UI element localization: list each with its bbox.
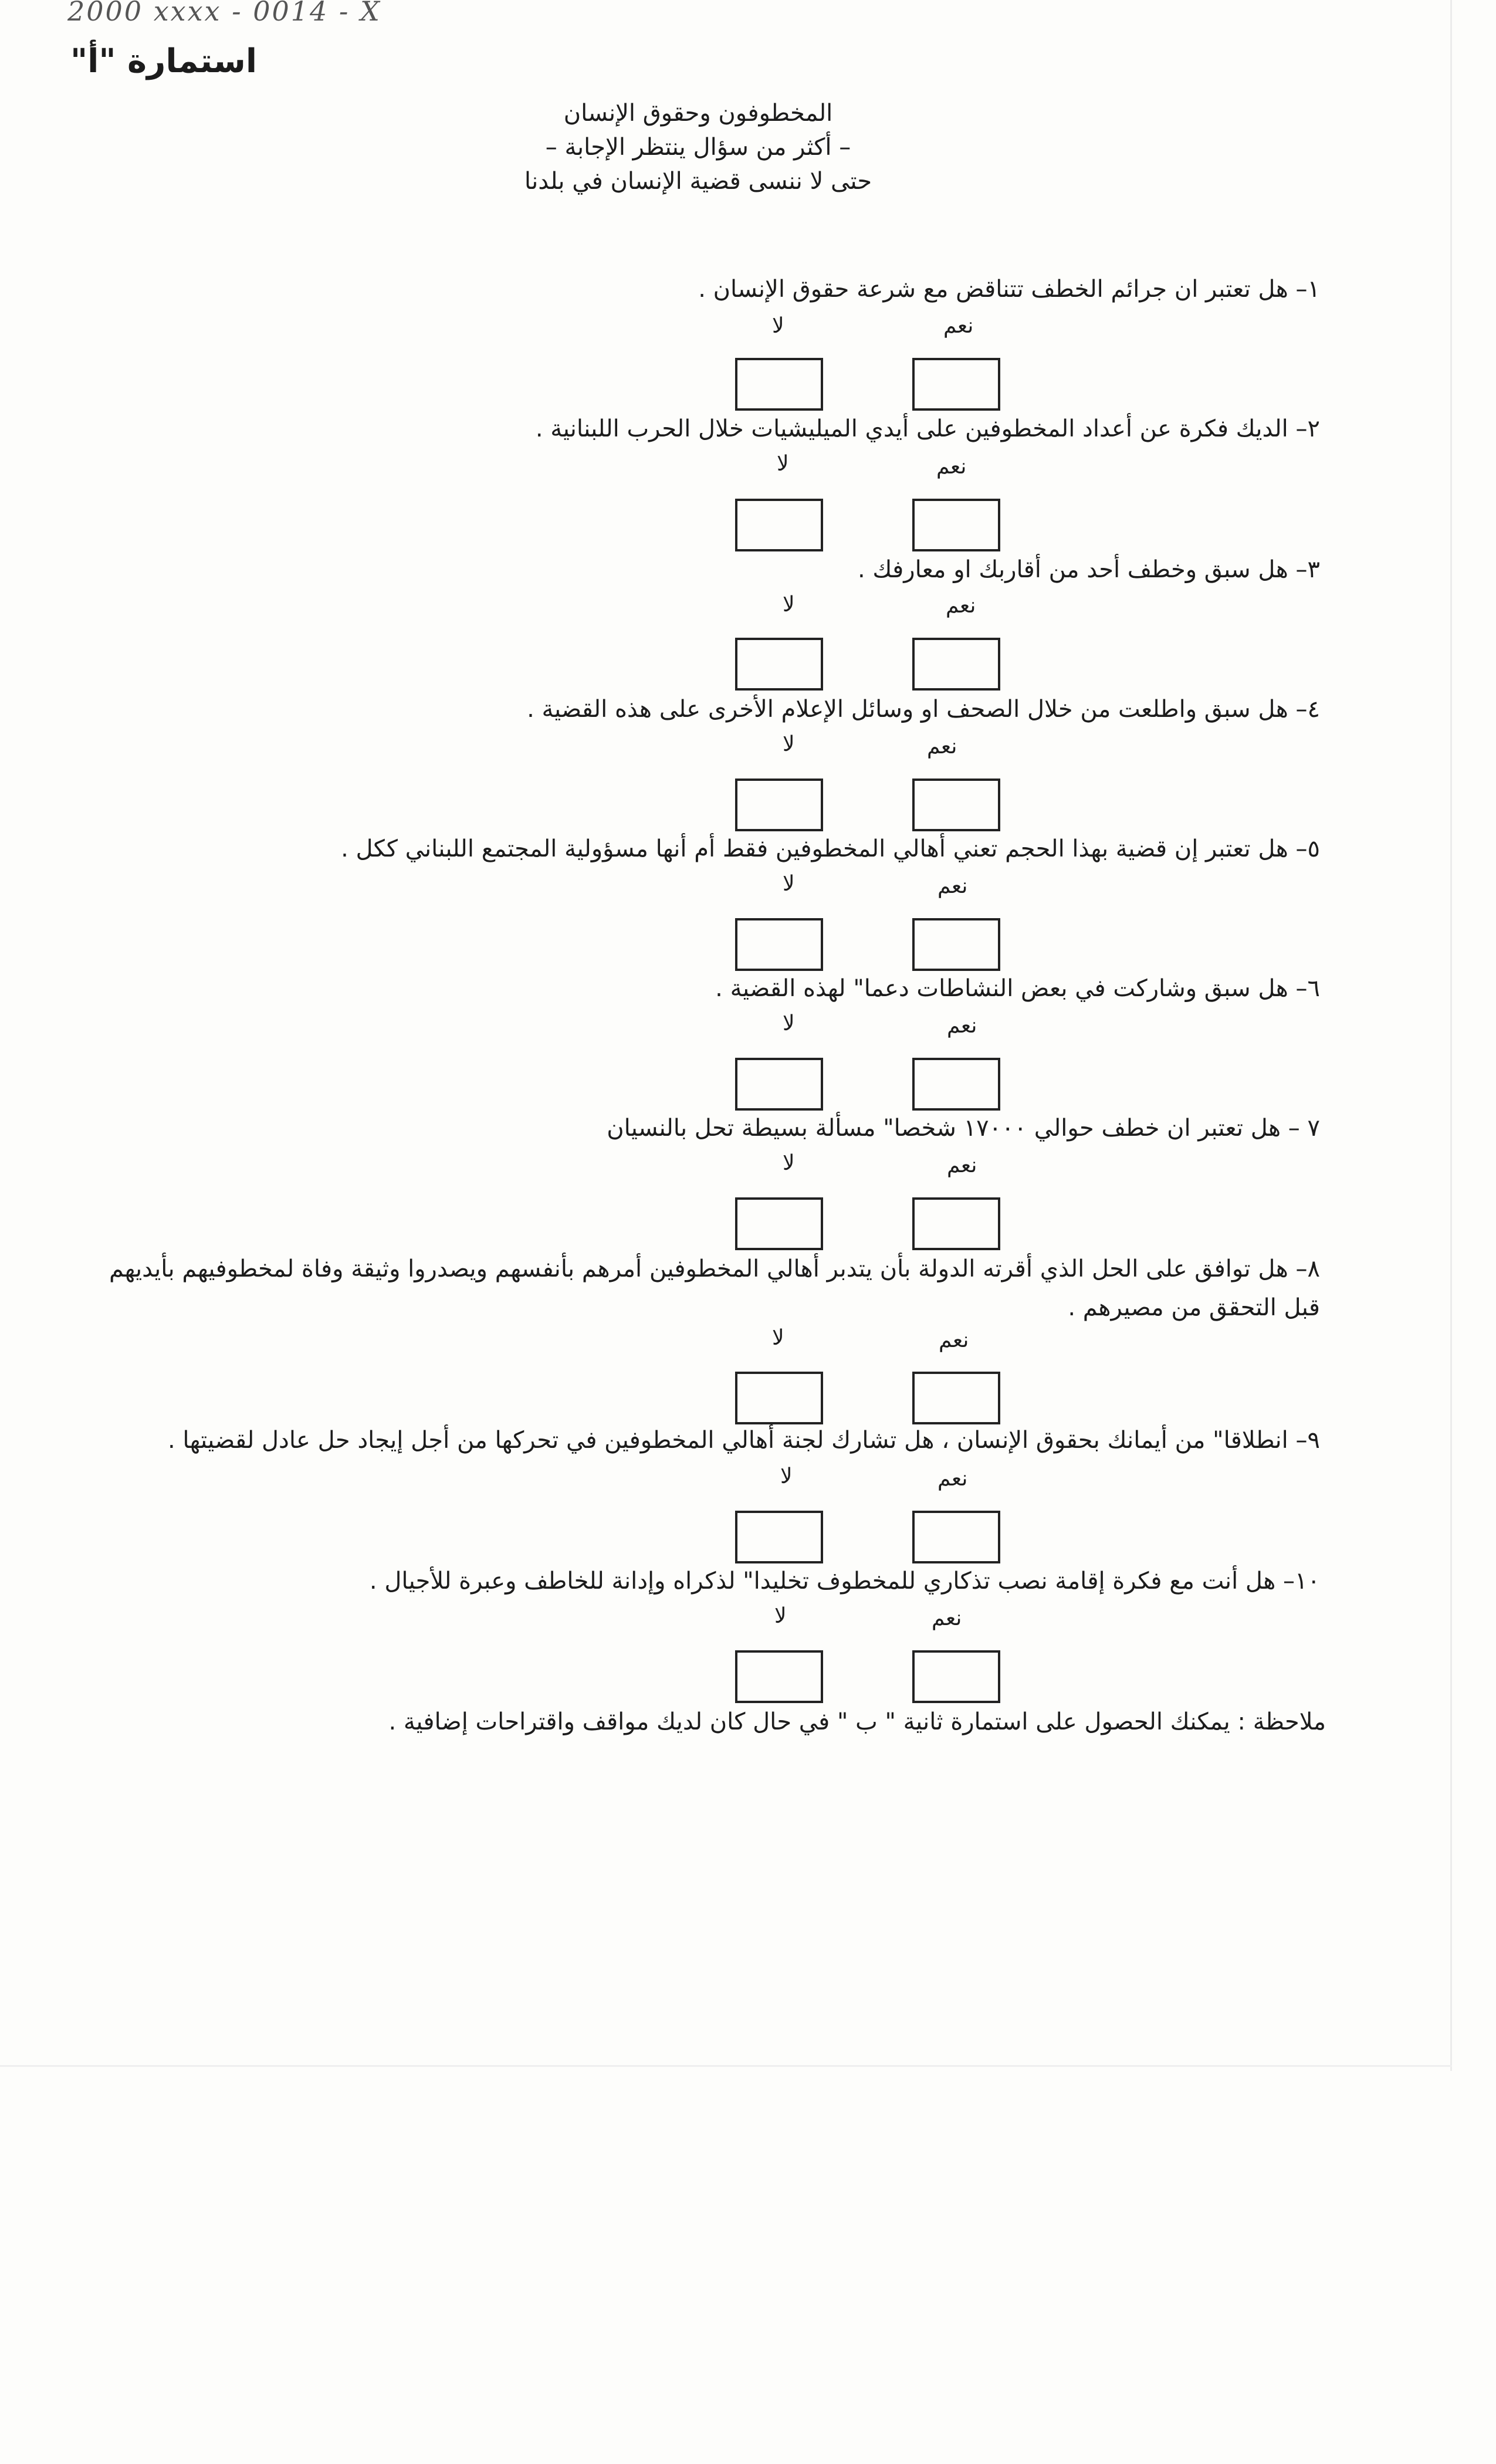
question-3: ٣– هل سبق وخطف أحد من أقاربك او معارفك . [857, 556, 1320, 583]
answer-label-yes: نعم [939, 1328, 969, 1352]
answer-label-no: لا [783, 1011, 795, 1035]
scan-bottom-edge [0, 2065, 1452, 2067]
answer-label-no: لا [777, 452, 789, 476]
checkbox-yes-q5[interactable] [912, 918, 1000, 971]
question-2: ٢– الديك فكرة عن أعداد المخطوفين على أيدي الميليشيات خلال الحرب اللبنانية . [535, 415, 1320, 442]
header-subtitle: – أكثر من سؤال ينتظر الإجابة – [545, 134, 851, 161]
checkbox-yes-q10[interactable] [912, 1650, 1000, 1703]
checkbox-no-q4[interactable] [735, 779, 823, 831]
question-4: ٤– هل سبق واطلعت من خلال الصحف او وسائل الإعلام الأخرى على هذه القضية . [527, 696, 1320, 723]
answer-label-no: لا [780, 1464, 793, 1488]
checkbox-yes-q6[interactable] [912, 1058, 1000, 1111]
answer-label-no: لا [774, 1604, 787, 1628]
answer-label-yes: نعم [936, 455, 967, 479]
checkbox-no-q8[interactable] [735, 1372, 823, 1424]
answer-label-yes: نعم [947, 1014, 977, 1038]
question-9: ٩– انطلاقا" من أيمانك بحقوق الإنسان ، هل تشارك لجنة أهالي المخطوفين في تحركها من أجل إيجاد حل عادل لقضيتها . [167, 1427, 1320, 1454]
question-6: ٦– هل سبق وشاركت في بعض النشاطات دعما" لهذه القضية . [715, 975, 1320, 1002]
checkbox-no-q9[interactable] [735, 1511, 823, 1563]
question-8: ٨– هل توافق على الحل الذي أقرته الدولة بأن يتدبر أهالي المخطوفين أمرهم بأنفسهم ويصدروا وثيقة وفاة لمخطوفيهم بأيديهم قبل التحقق من مصيرهم . [109, 1255, 1320, 1321]
checkbox-yes-q8[interactable] [912, 1372, 1000, 1424]
form-label: استمارة "أ" [70, 42, 258, 80]
answer-label-yes: نعم [947, 1153, 977, 1177]
checkbox-no-q1[interactable] [735, 358, 823, 411]
checkbox-no-q2[interactable] [735, 499, 823, 551]
footnote: ملاحظة : يمكنك الحصول على استمارة ثانية " ب " في حال كان لديك مواقف واقتراحات إضافية . [388, 1708, 1326, 1735]
checkbox-yes-q4[interactable] [912, 779, 1000, 831]
checkbox-yes-q3[interactable] [912, 638, 1000, 691]
answer-label-yes: نعم [946, 594, 976, 618]
checkbox-yes-q7[interactable] [912, 1197, 1000, 1250]
checkbox-no-q6[interactable] [735, 1058, 823, 1111]
checkbox-no-q10[interactable] [735, 1650, 823, 1703]
answer-label-yes: نعم [927, 735, 957, 759]
handwritten-reference: 2000 xxxx - 0014 - X [67, 0, 381, 27]
answer-label-yes: نعم [943, 314, 974, 338]
checkbox-yes-q2[interactable] [912, 499, 1000, 551]
checkbox-no-q3[interactable] [735, 638, 823, 691]
answer-label-yes: نعم [937, 874, 968, 898]
header-tagline: حتى لا ننسى قضية الإنسان في بلدنا [524, 168, 872, 195]
checkbox-yes-q9[interactable] [912, 1511, 1000, 1563]
checkbox-no-q5[interactable] [735, 918, 823, 971]
header-title: المخطوفون وحقوق الإنسان [563, 100, 833, 127]
answer-label-no: لا [772, 1326, 784, 1350]
question-1: ١– هل تعتبر ان جرائم الخطف تتناقض مع شرعة حقوق الإنسان . [698, 276, 1320, 303]
scan-edge [1450, 0, 1452, 2071]
question-10: ١٠– هل أنت مع فكرة إقامة نصب تذكاري للمخطوف تخليدا" لذكراه وإدانة للخاطف وعبرة للأجيال . [369, 1568, 1320, 1595]
answer-label-yes: نعم [932, 1606, 962, 1630]
answer-label-yes: نعم [937, 1467, 968, 1491]
answer-label-no: لا [783, 872, 795, 896]
answer-label-no: لا [772, 314, 784, 338]
answer-label-no: لا [783, 593, 795, 617]
answer-label-no: لا [783, 1151, 795, 1175]
checkbox-yes-q1[interactable] [912, 358, 1000, 411]
question-5: ٥– هل تعتبر إن قضية بهذا الحجم تعني أهالي المخطوفين فقط أم أنها مسؤولية المجتمع اللبناني ككل . [341, 835, 1320, 862]
checkbox-no-q7[interactable] [735, 1197, 823, 1250]
answer-label-no: لا [783, 732, 795, 756]
question-7: ٧ – هل تعتبر ان خطف حوالي ١٧٠٠٠ شخصا" مسألة بسيطة تحل بالنسيان [607, 1115, 1320, 1142]
